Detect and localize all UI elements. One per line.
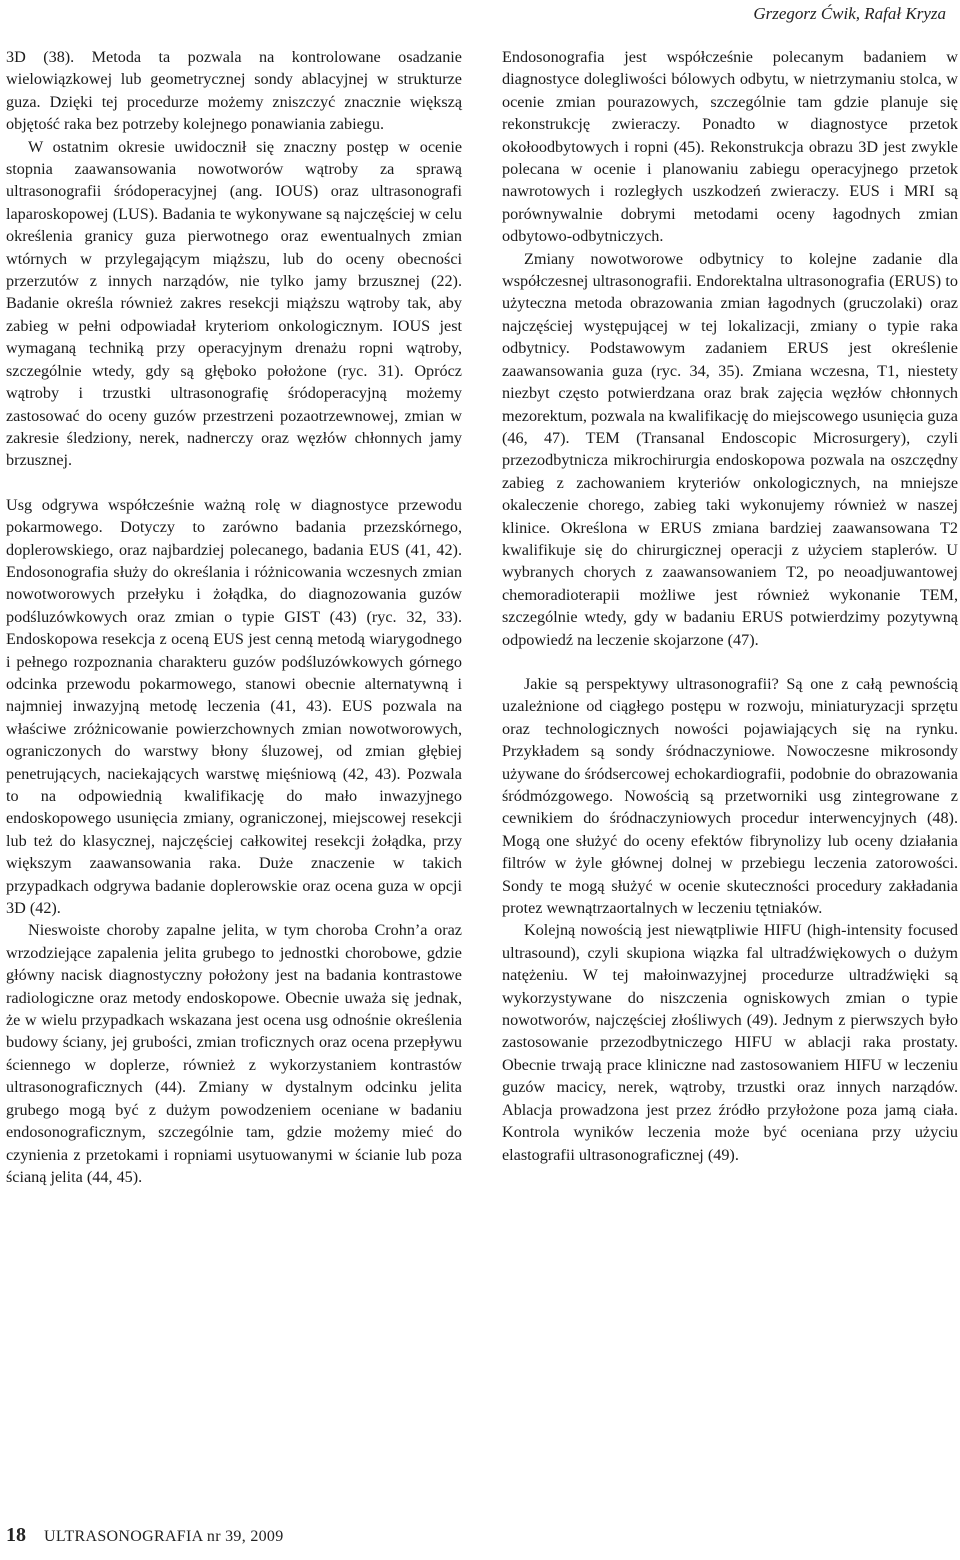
body-paragraph: Kolejną nowością jest niewątpliwie HIFU (high-intensity focused ultrasound), czyli skupiona wiązka fal ultradźwiękowych o dużym natężeniu. W tej małoinwazyjnej procedurze ultradźwięki są wykorzystywane do niszczenia ogniskowych zmian o typie nowotworów, najczęściej złośliwych (49). Jednym z pierwszych było zastosowanie przezodbytniczego HIFU w ablacji raka prostaty. Obecnie trwają prace kliniczne nad zastosowaniem HIFU w leczeniu guzów macicy, nerek, wątroby, trzustki oraz innych narządów. Ablacja prowadzona jest przez źródło przyłożone poza jamą ciała. Kontrola wyników leczenia może być oceniana przy użyciu elastografii ultrasonograficznej (49). bbox=[502, 921, 958, 1164]
running-header-authors: Grzegorz Ćwik, Rafał Kryza bbox=[753, 4, 946, 23]
page-number: 18 bbox=[6, 1524, 26, 1546]
body-paragraph: Zmiany nowotworowe odbytnicy to kolejne zadanie dla współczesnej ultrasonografii. Endorektalna ultrasonografia (ERUS) to użyteczna metoda obrazowania zmian łagodnych (gruczolaki) oraz najczęściej występującej w tej lokalizacji, zmiany o typie raka odbytnicy. Podstawowym zadaniem ERUS jest określenie zaawansowania guza (ryc. 34, 35). Zmiana wczesna, T1, niestety niezbyt często potwierdzana oraz brak zajęcia węzłów chłonnych mezorektum, pozwala na kwalifikację do miejscowego usunięcia guza (46, 47). TEM (Transanal Endoscopic Microsurgery), czyli przezodbytnicza mikrochirurgia endoskopowa pozwala na oszczędny zabieg z zachowaniem kryteriów onkologicznych, na mniejsze okaleczenie chorego, zabieg taki wykonujemy również w naszej klinice. Określona w ERUS zmiana bardziej zaawansowana T2 kwalifikuje się do chirurgicznej operacji z użyciem staplerów. U wybranych chorych z zaawansowaniem T2, po neoadjuwantowej chemoradioterapii możliwe jest również wykonanie TEM, szczególnie wtedy, gdy w badaniu ERUS potwierdzimy pozytywną odpowiedź na leczenie skojarzone (47). bbox=[502, 249, 958, 649]
journal-title: ULTRASONOGRAFIA nr 39, 2009 bbox=[44, 1528, 284, 1545]
right-column bbox=[502, 46, 958, 1166]
body-paragraph: Nieswoiste choroby zapalne jelita, w tym choroba Crohn’a oraz wrzodziejące zapalenia jelita grubego to jednostki chorobowe, gdzie główny nacisk diagnostyczny położony jest na badania kontrastowe radiologiczne oraz metody endoskopowe. Obecnie uważa się jednak, że w wielu przypadkach wskazana jest ocena usg odnośnie określenia budowy ściany, jej grubości, zmian troficznych oraz ocena przepływu ściennego w doplerze, również z wykorzystaniem kontrastów ultrasonograficznych (44). Zmiany w dystalnym odcinku jelita grubego mogą być z dużym powodzeniem oceniane w badaniu endosonograficznym, szczególnie tam, gdzie możemy mieć do czynienia z przetokami i ropniami usytuowanymi w ścianie lub poza ścianą jelita (44, 45). bbox=[6, 921, 462, 1186]
body-paragraph: Usg odgrywa współcześnie ważną rolę w diagnostyce przewodu pokarmowego. Dotyczy to zarówno badania przezskórnego, doplerowskiego, oraz najbardziej polecanego, badania EUS (41, 42). Endosonografia służy do określania i różnicowania wczesnych zmian nowotworowych przełyku i żołądka, do diagnozowania guzów podśluzówkowych oraz zmian o typie GIST (43) (ryc. 32, 33). Endoskopowa resekcja z oceną EUS jest cenną metodą wiarygodnego i pełnego rozpoznania charakteru guzów podśluzówkowych górnego odcinka przewodu pokarmowego, stanowi obecnie alternatywną i najmniej inwazyjną metodę leczenia (41, 43). EUS pozwala na właściwe zróżnicowanie powierzchownych zmian nowotworowych, ograniczonych do warstwy błony śluzowej, od zmian głębiej penetrujących, naciekających warstwę mięśniową (42, 43). Pozwala to na odpowiednią kwalifikację do mało inwazyjnego endoskopowego usunięcia zmiany, ograniczonej, miejscowej resekcji lub też do klasycznej, najczęściej całkowitej resekcji żołądka, przy większym zaawansowania raka. Duże znaczenie w takich przypadkach odgrywa badanie doplerowskie oraz ocena guza w opcji 3D (42). bbox=[6, 495, 462, 918]
page-footer bbox=[6, 1524, 284, 1547]
body-paragraph: 3D (38). Metoda ta pozwala na kontrolowane osadzanie wielowiązkowej lub geometrycznej sondy ablacyjnej w strukturze guza. Dzięki tej procedurze możemy zniszczyć znacznie większą objętość raka bez potrzeby kolejnego ponawiania zabiegu. bbox=[6, 48, 462, 134]
body-paragraph: W ostatnim okresie uwidocznił się znaczny postęp w ocenie stopnia zaawansowania nowotworów wątroby za sprawą ultrasonografii śródoperacyjnej (ang. IOUS) oraz ultrasonografi laparoskopowej (LUS). Badania te wykonywane są najczęściej w celu określenia granicy guza pierwotnego oraz ewentualnych zmian wtórnych w przylegającym miąższu, lub do oceny obecności przerzutów z innych narządów, nie tylko jamy brzusznej (22). Badanie określa również zakres resekcji miąższu wątroby tak, aby zabieg w pełni odpowiadał kryteriom onkologicznym. IOUS jest wymaganą techniką przy operacyjnym drenażu ropni wątroby, szczególnie wtedy, gdy są głęboko położone (ryc. 31). Oprócz wątroby i trzustki ultrasonografię śródoperacyjną możemy zastosować do oceny guzów przestrzeni pozaotrzewnowej, zmian w zakresie śledziony, nerek, nadnerczy oraz węzłów chłonnych jamy brzusznej. bbox=[6, 137, 462, 470]
body-paragraph: Jakie są perspektywy ultrasonografii? Są one z całą pewnością uzależnione od ciągłego postępu w rozwoju, miniaturyzacji sprzętu oraz technologicznych nowości pojawiających się na rynku. Przykładem są sondy śródnaczyniowe. Nowoczesne mikrosondy używane do śródsercowej echokardiografii, podobnie do obrazowania śródmózgowego. Nowością są przetworniki usg zintegrowane z cewnikiem do śródnaczyniowych procedur interwencyjnych (48). Mogą one służyć do oceny efektów fibrynolizy lub oceny działania filtrów w żyle głównej dolnej w przebiegu leczenia zatorowości. Sondy te mogą służyć w ocenie skuteczności procedury zakładania protez wewnątrzaortalnych w leczeniu tętniaków. bbox=[502, 674, 958, 918]
body-paragraph: Endosonografia jest współcześnie polecanym badaniem w diagnostyce dolegliwości bólowych odbytu, w nietrzymaniu stolca, w ocenie zmian pourazowych, szczególnie tam gdzie planuje się rekonstrukcję zwieraczy. Ponadto w diagnostyce przetok okołoodbytowych i ropni (45). Rekonstrukcja obrazu 3D jest zwykle polecana w ocenie i planowaniu zabiegu operacyjnego przetok nawrotowych i rozległych uszkodzeń zwieraczy. EUS i MRI są porównywalnie dobrymi metodami oceny łagodnych zmian odbytowo-odbytniczych. bbox=[502, 48, 958, 246]
left-column bbox=[6, 46, 462, 1188]
